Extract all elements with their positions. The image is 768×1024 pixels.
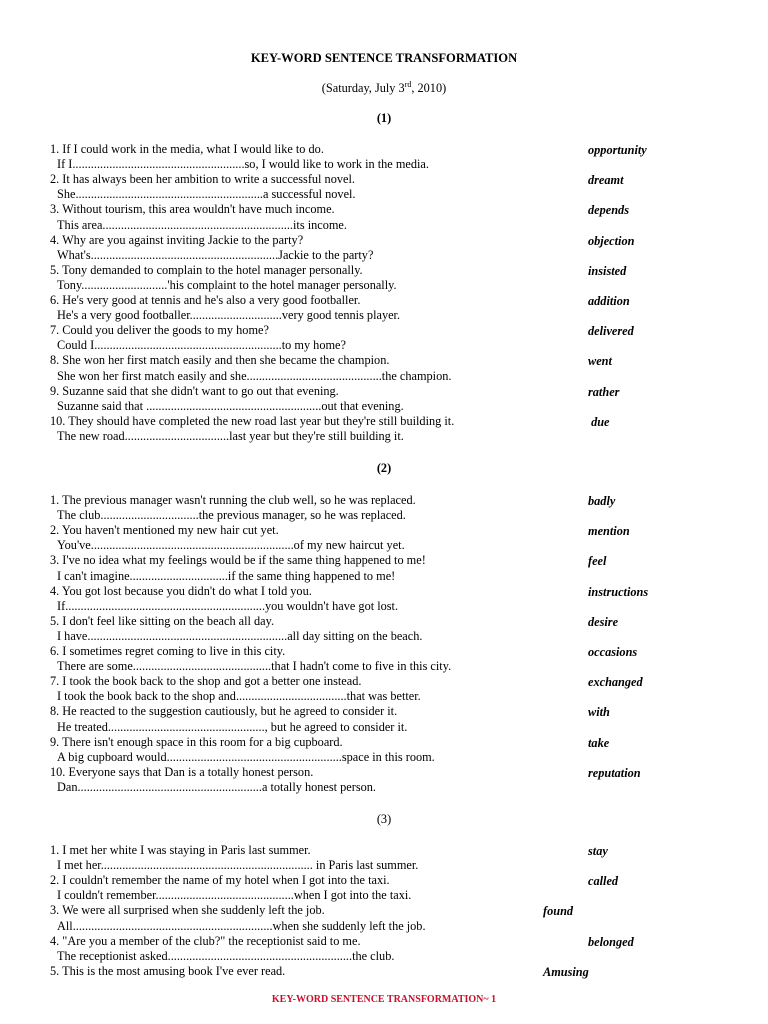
question-text: 10. They should have completed the new road last year but they're still building it.: [50, 413, 455, 428]
question-text: 1. I met her white I was staying in Paris last summer.: [50, 843, 311, 857]
key-word: with: [588, 705, 610, 720]
key-word: belonged: [588, 934, 634, 949]
key-word: rather: [588, 384, 620, 399]
question-text: 7. I took the book back to the shop and got a better one instead.: [50, 674, 362, 689]
question-text: 4. Why are you against inviting Jackie to the party?: [50, 232, 304, 247]
question-text: 9. There isn't enough space in this room for a big cupboard.: [50, 734, 343, 749]
question-text: 3. I've no idea what my feelings would be if the same thing happened to me!: [50, 553, 426, 568]
key-word: take: [588, 735, 610, 750]
key-word: occasions: [588, 645, 638, 659]
answer-line: I took the book back to the shop and....................................that was better.: [57, 689, 421, 704]
answer-line: He treated..................................................., but he agreed to consider it.: [57, 719, 408, 734]
answer-line: She.............................................................a successful novel.: [57, 187, 356, 202]
answer-line: She won her first match easily and she............................................the champion.: [57, 368, 452, 383]
question-text: 9. Suzanne said that she didn't want to go out that evening.: [50, 383, 339, 398]
question-text: 8. He reacted to the suggestion cautiously, but he agreed to consider it.: [50, 704, 398, 719]
answer-line: There are some.............................................that I hadn't come to five in this city.: [57, 659, 452, 674]
answer-line: This area..............................................................its income.: [57, 217, 347, 232]
question-text: 2. You haven't mentioned my new hair cut yet.: [50, 523, 279, 538]
answer-line: The club................................the previous manager, so he was replaced.: [57, 508, 406, 523]
key-word: depends: [588, 203, 629, 218]
key-word: exchanged: [588, 675, 643, 690]
question-text: 8. She won her first match easily and then she became the champion.: [50, 353, 390, 368]
date-text: (Saturday, July 3: [321, 81, 405, 95]
key-word: Amusing: [543, 964, 589, 979]
answer-line: What's.............................................................Jackie to the party?: [57, 247, 374, 262]
key-word: reputation: [588, 765, 641, 780]
question-text: 5. I don't feel like sitting on the beach all day.: [50, 613, 275, 628]
question-text: 5. This is the most amusing book I've ever read.: [50, 963, 286, 978]
question-text: 3. We were all surprised when she suddenly left the job.: [50, 903, 325, 918]
answer-line: I can't imagine................................if the same thing happened to me!: [57, 568, 396, 583]
question-text: 6. I sometimes regret coming to live in this city.: [50, 644, 286, 658]
answer-line: A big cupboard would.........................................................space in this room.: [57, 749, 435, 764]
key-word: feel: [588, 554, 607, 569]
section-label: (2): [376, 461, 392, 475]
key-word: stay: [588, 844, 608, 858]
date-line: [0, 81, 768, 96]
key-word: dreamt: [588, 173, 624, 188]
answer-line: Tony............................'his complaint to the hotel manager personally.: [57, 278, 397, 292]
answer-line: If I........................................................so, I would like to work in the media.: [57, 157, 429, 172]
answer-line: The new road..................................last year but they're still building it.: [57, 429, 404, 443]
section-label: (1): [376, 111, 392, 125]
key-word: insisted: [588, 263, 627, 278]
question-text: 6. He's very good at tennis and he's also a very good footballer.: [50, 293, 361, 307]
key-word: went: [588, 354, 612, 369]
question-text: 4. "Are you a member of the club?" the receptionist said to me.: [50, 933, 361, 948]
section-label: (3): [376, 812, 392, 826]
date-text-end: , 2010): [411, 81, 447, 95]
question-text: 3. Without tourism, this area wouldn't have much income.: [50, 202, 335, 217]
key-word: instructions: [588, 584, 649, 599]
key-word: found: [543, 904, 574, 919]
answer-line: Suzanne said that .........................................................out that evening.: [57, 398, 404, 413]
key-word: due: [588, 414, 610, 429]
question-text: 10. Everyone says that Dan is a totally honest person.: [50, 764, 314, 779]
key-word: delivered: [588, 324, 634, 339]
answer-line: He's a very good footballer..............................very good tennis player.: [57, 308, 401, 323]
answer-line: Dan............................................................a totally honest person.: [57, 780, 377, 794]
answer-line: All.................................................................when she suddenly left the job.: [57, 918, 426, 933]
answer-line: The receptionist asked............................................................the club.: [57, 948, 395, 963]
answer-line: I have.................................................................all day sitting on the beach.: [57, 629, 423, 643]
page-footer: KEY-WORD SENTENCE TRANSFORMATION~ 1: [271, 994, 497, 1005]
question-text: 4. You got lost because you didn't do what I told you.: [50, 583, 312, 598]
answer-line: I couldn't remember.............................................when I got into the taxi.: [57, 888, 412, 903]
question-text: 1. The previous manager wasn't running the club well, so he was replaced.: [50, 493, 416, 507]
answer-line: I met her..................................................................... in Paris last summer.: [57, 858, 419, 873]
answer-line: You've..................................................................of my new haircut yet.: [57, 538, 405, 553]
key-word: desire: [588, 614, 619, 629]
key-word: opportunity: [588, 143, 647, 157]
answer-line: If.................................................................you wouldn't have got lost.: [57, 598, 399, 613]
question-text: 2. It has always been her ambition to write a successful novel.: [50, 172, 355, 187]
page-title: KEY-WORD SENTENCE TRANSFORMATION: [250, 51, 518, 65]
key-word: addition: [588, 294, 630, 308]
key-word: objection: [588, 233, 635, 248]
question-text: 5. Tony demanded to complain to the hotel manager personally.: [50, 262, 363, 277]
question-text: 7. Could you deliver the goods to my home?: [50, 323, 269, 338]
key-word: mention: [588, 524, 630, 539]
key-word: badly: [588, 494, 616, 508]
question-text: 1. If I could work in the media, what I would like to do.: [50, 142, 324, 156]
key-word: called: [588, 874, 619, 889]
date-superscript: rd: [404, 80, 412, 89]
answer-line: Could I.............................................................to my home?: [57, 338, 346, 353]
question-text: 2. I couldn't remember the name of my hotel when I got into the taxi.: [50, 873, 390, 888]
